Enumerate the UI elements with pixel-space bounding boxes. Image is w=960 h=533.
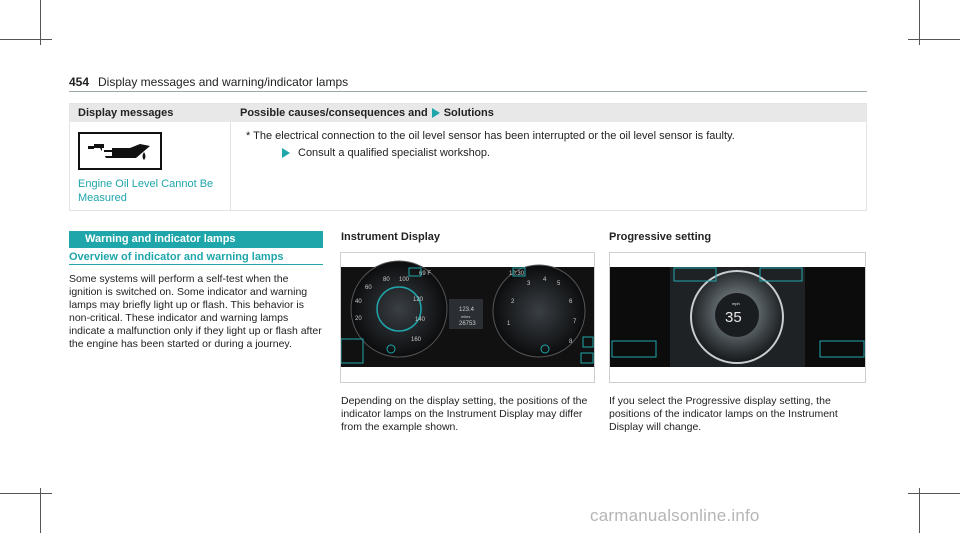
crop-mark <box>0 39 52 40</box>
trip-unit: miles <box>461 314 471 319</box>
rpm-tick: 4 <box>543 277 547 283</box>
rpm-tick: 8 <box>569 339 573 345</box>
crop-mark <box>0 493 52 494</box>
subsection-rule <box>69 264 323 265</box>
speed-tick: 140 <box>415 317 426 323</box>
messages-table <box>69 103 867 211</box>
speed-tick: 100 <box>399 277 410 283</box>
section-body-text: Some systems will perform a self-test when the ignition is switched on. Some indicator and warning lamps may briefly light up or flash. This behavior is non-critical. These indicator and warning lamps indicate a malfunction only if they light up or flash after the engine has been started or during a journey. <box>69 273 322 350</box>
speed-readout: 35 <box>725 309 742 326</box>
instrument-display-title: Instrument Display <box>341 231 441 243</box>
clock-readout: 10:30 <box>509 271 525 277</box>
outside-temp: 69 F <box>419 271 432 277</box>
rpm-tick: 1 <box>507 321 511 327</box>
column-divider <box>230 122 231 210</box>
progressive-caption: If you select the Progressive display setting, the positions of the indicator lamps on the Instrument Display will change. <box>609 395 838 433</box>
section-heading-bar: Warning and indicator lamps <box>69 231 323 248</box>
oil-can-level-icon <box>80 134 160 168</box>
instrument-display-image <box>340 252 595 383</box>
speed-tick: 160 <box>411 337 422 343</box>
progressive-setting-title: Progressive setting <box>609 231 712 243</box>
arrow-right-icon <box>432 108 440 118</box>
rpm-tick: 5 <box>557 281 561 287</box>
watermark: carmanualsonline.info <box>590 506 760 525</box>
oil-level-icon-box <box>78 132 162 170</box>
solution-step: Consult a qualified specialist workshop. <box>282 147 490 159</box>
page-header-title: Display messages and warning/indicator lamps <box>98 75 349 89</box>
progressive-display-image <box>609 252 866 383</box>
table-header-row <box>70 104 866 122</box>
crop-mark <box>919 488 920 533</box>
speed-unit: mph <box>732 301 740 306</box>
page-number: 454 <box>69 75 90 89</box>
speed-tick: 40 <box>355 299 362 305</box>
instrument-cluster-illustration <box>341 253 594 382</box>
rpm-tick: 3 <box>527 281 531 287</box>
speed-tick: 80 <box>383 277 390 283</box>
progressive-cluster-illustration <box>610 253 865 382</box>
column-header-causes: Possible causes/consequences and Solutions <box>240 107 494 119</box>
rpm-tick: 2 <box>511 299 515 305</box>
instrument-caption: Depending on the display setting, the positions of the indicator lamps on the Instrument Display may differ from the example shown. <box>341 395 588 433</box>
rpm-tick: 7 <box>573 319 577 325</box>
speed-tick: 120 <box>413 297 424 303</box>
arrow-right-icon <box>282 148 290 158</box>
subsection-heading: Overview of indicator and warning lamps <box>69 251 284 263</box>
crop-mark <box>908 39 960 40</box>
speed-tick: 20 <box>355 316 362 322</box>
odometer: 26753 <box>459 321 476 327</box>
cause-text: * The electrical connection to the oil level sensor has been interrupted or the oil level sensor is faulty. <box>246 130 735 142</box>
speed-tick: 60 <box>365 285 372 291</box>
column-header-messages: Display messages <box>78 107 174 119</box>
crop-mark <box>40 488 41 533</box>
trip-value: 123.4 <box>459 307 475 313</box>
rpm-tick: 6 <box>569 299 573 305</box>
crop-mark <box>908 493 960 494</box>
header-rule <box>69 91 867 92</box>
message-text: Engine Oil Level Cannot Be Measured <box>78 178 214 204</box>
